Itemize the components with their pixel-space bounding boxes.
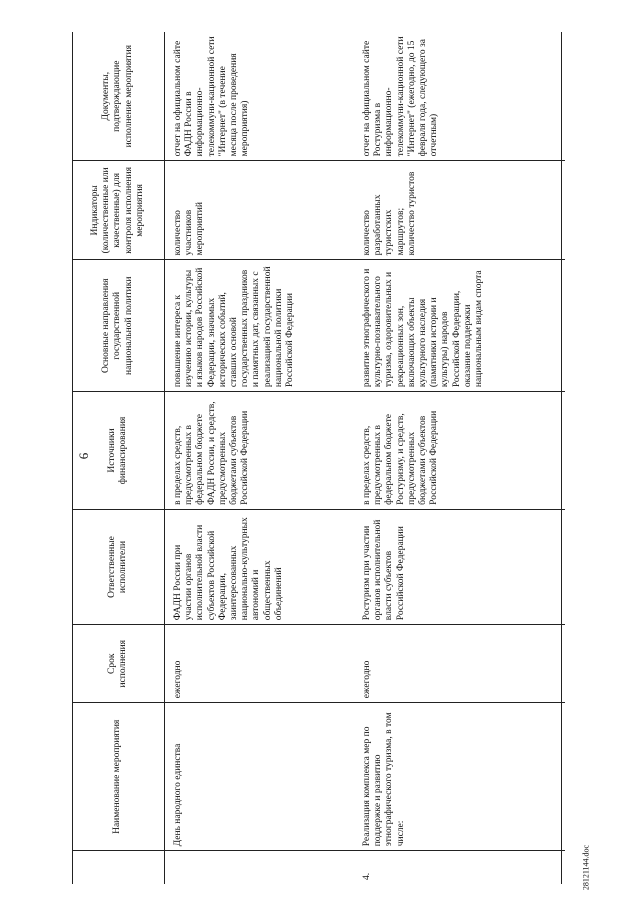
- row-directions: повышение интереса к изучению истории, культуры и языков народов Российской Федерации, значимых исторических событий, ставших основой государственных праздников и памятных дат, связанных с реализацией государственной национальной политики Российской Федерации: [165, 260, 355, 392]
- page-number: 6: [76, 452, 91, 460]
- row-directions: развитие этнографического и культурно-познавательного туризма, оздоровительных и рекреационных зон, включающих объекты культурного наследия (памятники истории и культуры) народов Российской Федерации, оказание поддержки национальным видам спорта: [354, 260, 565, 392]
- row-term: ежегодно: [354, 625, 565, 703]
- row-name: Реализация комплекса мер по поддержке и развитию этнографического туризма, в том числе:: [354, 703, 565, 851]
- row-documents: отчет на официальном сайте ФАДН России в информационно-телекоммуни-кационной сети "Интернет" (в течение месяца после проведения мероприятия): [165, 32, 355, 161]
- row-documents: отчет на официальном сайте Ростуризма в информационно-телекоммуни-кационной сети "Интернет" (ежегодно, до 15 февраля года, следующего за отчетным): [354, 32, 565, 161]
- row-name: День народного единства: [165, 703, 355, 851]
- header-documents: Документы, подтверждающие исполнение мероприятия: [72, 32, 165, 161]
- table-row: [165, 32, 355, 884]
- row-term: ежегодно: [165, 625, 355, 703]
- header-indicators: Индикаторы (количественные или качественные) для контроля исполнения мероприятия: [72, 161, 165, 260]
- header-financing: Источники финансирования: [72, 392, 165, 510]
- row-indicators: количество разработанных туристских маршрутов; количество туристов: [354, 161, 565, 260]
- row-responsible: ФАДН России при участии органов исполнительной власти субъектов Российской Федерации, заинтересованных национально-культурных автономий и общественных объединений: [165, 509, 355, 624]
- event-plan-table-container: [72, 32, 562, 884]
- row-financing: в пределах средств, предусмотренных в федеральном бюджете Ростуризму, и средств, предусмотренных бюджетами субъектов Российской Федерации: [354, 392, 565, 510]
- row-responsible: Ростуризм при участии органов исполнительной власти субъектов Российской Федерации: [354, 509, 565, 624]
- header-responsible: Ответственные исполнители: [72, 509, 165, 624]
- header-name: Наименование мероприятия: [72, 703, 165, 851]
- row-indicators: количество участников мероприятий: [165, 161, 355, 260]
- table-row: [354, 32, 565, 884]
- event-plan-table: [72, 32, 565, 884]
- header-directions: Основные направления государственной национальной политики: [72, 260, 165, 392]
- header-term: Срок исполнения: [72, 625, 165, 703]
- row-number: [165, 851, 355, 884]
- table-header-row: [72, 32, 165, 884]
- file-code: 28121144.doc: [581, 844, 591, 891]
- header-number: [72, 851, 165, 884]
- row-number: 4.: [362, 872, 372, 880]
- row-financing: в пределах средств, предусмотренных в федеральном бюджете ФАДН России, и средств, предусмотренных бюджетами субъектов Российской Федерации: [165, 392, 355, 510]
